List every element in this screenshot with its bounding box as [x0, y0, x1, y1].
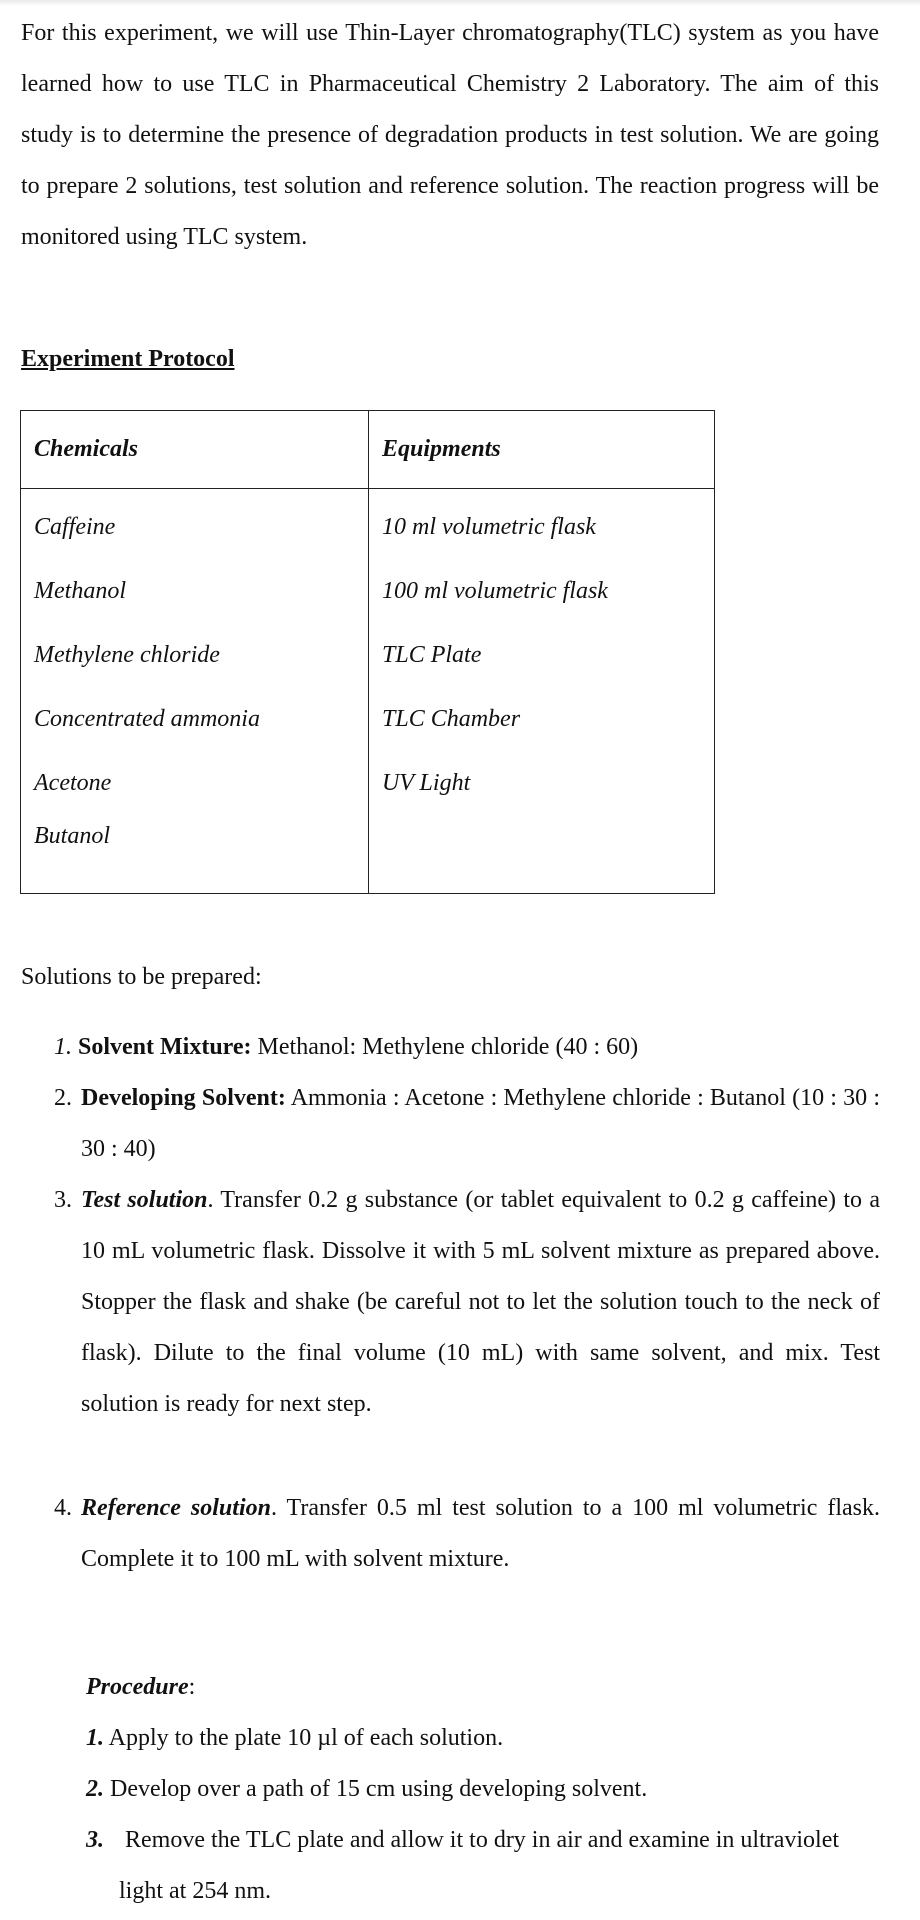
chemicals-equipment-table: [20, 410, 715, 894]
item-number: 4.: [54, 1495, 72, 1521]
top-edge: [0, 0, 920, 6]
table-cell: Methylene chloride: [21, 623, 369, 687]
solutions-heading: Solutions to be prepared:: [21, 964, 262, 990]
procedure-step-3-body: [86, 1815, 880, 1917]
solution-item-2: [54, 1073, 880, 1175]
intro-paragraph: For this experiment, we will use Thin-Layer chromatography(TLC) system as you have learned how to use TLC in Pharmaceutical Chemistry 2 Laboratory. The aim of this study is to determine the presence of degradation products in test solution. We are going to prepare 2 solutions, test solution and reference solution. The reaction progress will be monitored using TLC system.: [21, 20, 879, 250]
table-cell: 100 ml volumetric flask: [369, 559, 715, 623]
protocol-heading: Experiment Protocol: [21, 346, 235, 372]
step-text: Develop over a path of 15 cm using developing solvent.: [104, 1776, 648, 1802]
header-equipments: Equipments: [369, 411, 715, 489]
item-text: . Transfer 0.2 g substance (or tablet equivalent to 0.2 g caffeine) to a 10 mL volumetric flask. Dissolve it with 5 mL solvent mixture as prepared above. Stopper the flask and shake (be careful not to let the solution touch to the neck of flask). Dilute to the final volume (10 mL) with same solvent, and mix. Test solution is ready for next step.: [81, 1187, 881, 1417]
item-number: 1.: [54, 1034, 72, 1060]
procedure-title: Procedure: [86, 1674, 189, 1700]
solution-item-4: [54, 1483, 880, 1585]
table-cell: Concentrated ammonia: [21, 687, 369, 751]
item-number: 3.: [54, 1187, 72, 1213]
table-cell: Methanol: [21, 559, 369, 623]
procedure-step-2: [86, 1764, 880, 1815]
item-number: 2.: [54, 1085, 72, 1111]
procedure-step-1: [86, 1713, 880, 1764]
step-text: Apply to the plate 10 µl of each solution.: [104, 1725, 504, 1751]
item-text: Methanol: Methylene chloride (40 : 60): [251, 1034, 639, 1060]
table-cell: Acetone: [21, 751, 369, 815]
table-cell: [369, 815, 715, 894]
table-cell: TLC Plate: [369, 623, 715, 687]
step-number: 1.: [86, 1725, 104, 1751]
table-cell: UV Light: [369, 751, 715, 815]
header-chemicals: Chemicals: [21, 411, 369, 489]
procedure-heading: [86, 1662, 195, 1713]
solution-item-3: [54, 1175, 880, 1430]
step-text: Remove the TLC plate and allow it to dry in air and examine in ultraviolet light at 254 nm.: [119, 1827, 840, 1904]
step-number: 2.: [86, 1776, 104, 1802]
step-number: 3.: [86, 1827, 104, 1853]
item-label: Solvent Mixture:: [78, 1034, 252, 1060]
item-label: Developing Solvent:: [81, 1085, 286, 1111]
procedure-colon: :: [188, 1674, 196, 1700]
item-text: Ammonia : Acetone : Methylene chloride : Butanol (10 : 30 : 30 : 40): [81, 1085, 880, 1162]
item-label: Reference solution: [81, 1495, 271, 1521]
solution-item-1: [54, 1022, 880, 1073]
item-label: Test solution: [81, 1187, 208, 1213]
table-cell: TLC Chamber: [369, 687, 715, 751]
item-text: . Transfer 0.5 ml test solution to a 100 ml volumetric flask. Complete it to 100 mL with solvent mixture.: [81, 1495, 880, 1572]
table-cell: Caffeine: [21, 489, 369, 560]
table-cell: Butanol: [21, 815, 369, 894]
table-cell: 10 ml volumetric flask: [369, 489, 715, 560]
